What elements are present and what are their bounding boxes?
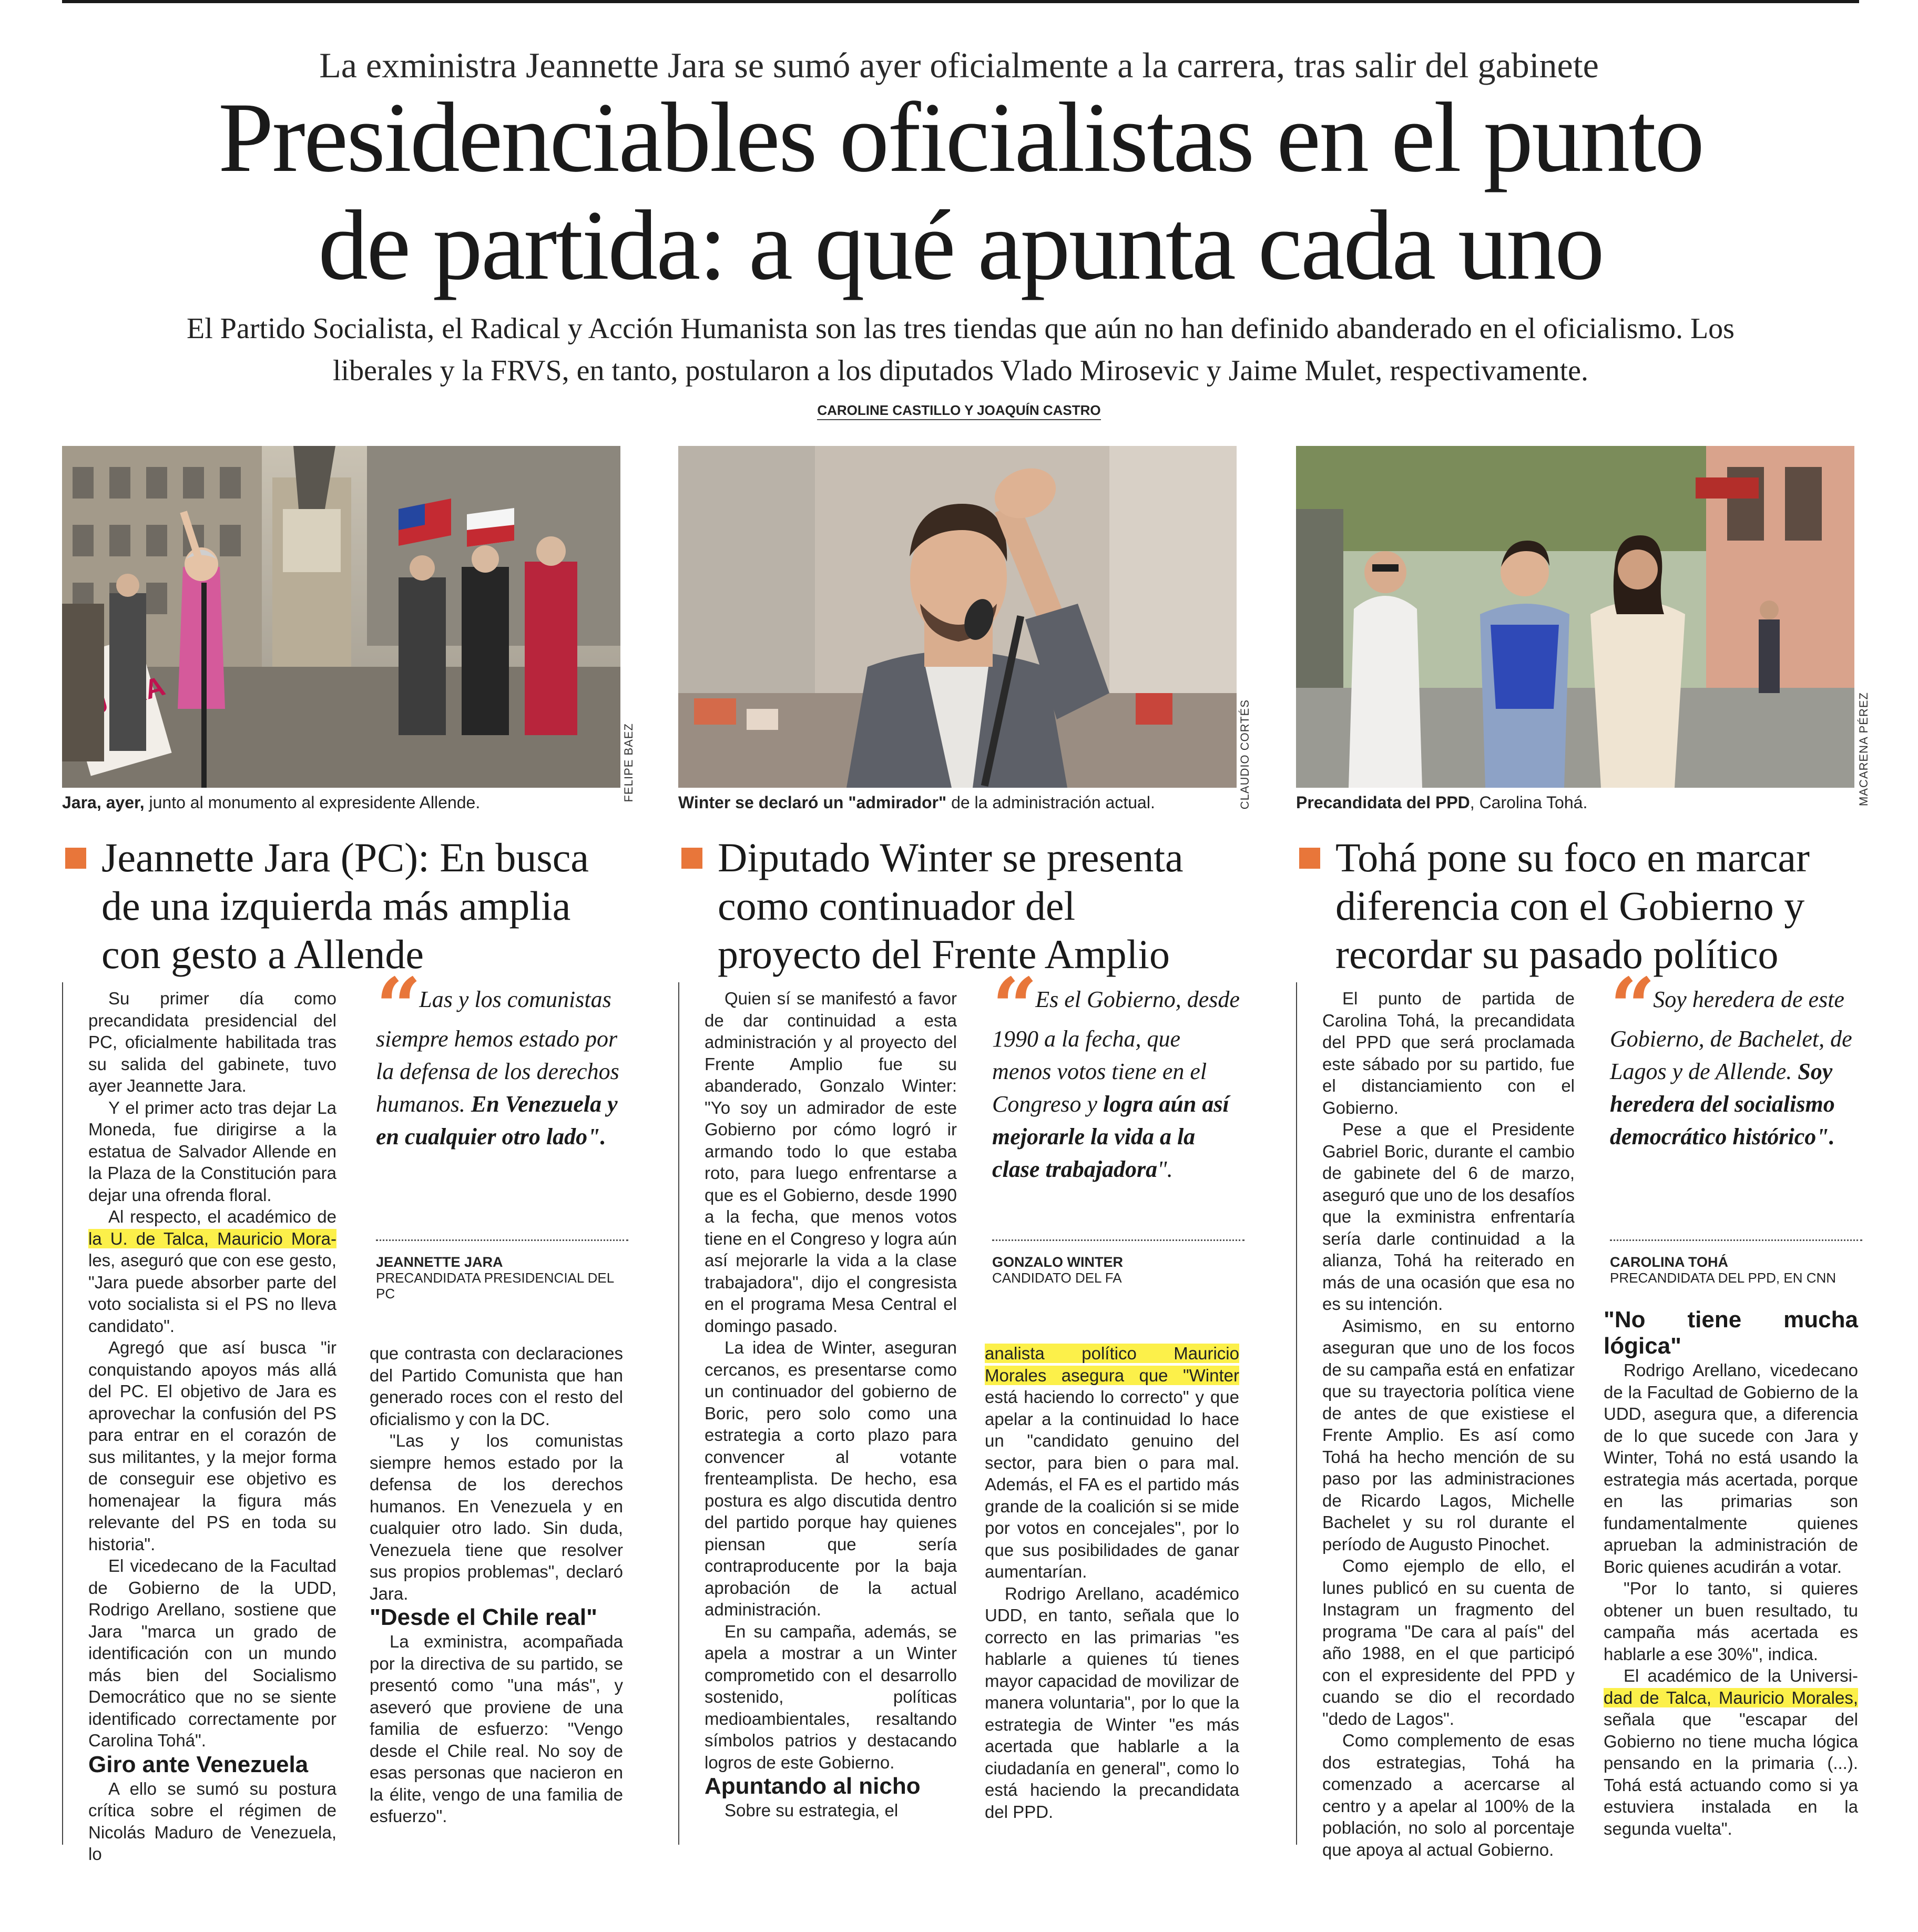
toha-column-2: "No tiene mucha lógica" Rodrigo Arellano, vicedecano de la Facultad de Gobierno de la UDD, asegura que, a diferencia de lo que sucede con Jara y Winter, Tohá no está usando la estrategia más acertada, porque en las primarias son fundamentalmente quienes aprueban la administración de Boric quienes acudirán a votar. "Por lo tanto, si quieres obtener un buen resultado, tu campaña más acertada es hablarle a ese 30%", indica. El académico de la Universi-dad de Talca, Mauricio Morales, señala que "escapar del Gobierno no tiene mucha lógica pensando en la primaria (...). Tohá está actuando como si ya estuviera instalada en la segunda vuelta". [1604, 1307, 1858, 1838]
winter-column-1: Quien sí se manifestó a favor de dar continuidad a esta administración y al proyecto del Frente Amplio fue su abanderado, Gonzalo Winter: "Yo soy un admirador de este Gobierno por cómo logró ir armando todo lo que estaba roto, para luego enfrentarse a que es el Gobierno, desde 1990 a la fecha, que menos votos tiene en el Congreso y logra aún así mejorarle la vida a la clase trabajadora", dijo el congresista en el programa Mesa Central el domingo pasado. La idea de Winter, aseguran cercanos, es presentarse como un continuador del gobierno de Boric, pero solo como una estrategia a corto plazo para convencer al votante frenteamplista. De hecho, esa postura es algo discutida dentro del partido porque hay quienes piensan que sería contraproducente por la baja aprobación de la actual administración. En su campaña, además, se apela a mostrar a un Winter comprometido con el desarrollo sostenido, políticas medioambientales, resaltando símbolos patrios y destacando logros de este Gobierno. Apuntando al nicho Sobre su estrategia, el [705, 989, 957, 1820]
toha-column-1: El punto de partida de Carolina Tohá, la precandidata del PPD que será proclamada este sábado por su partido, fue el distanciamiento con el Gobierno. Pese a que el Presidente Gabriel Boric, durante el cambio de gabinete del 6 de marzo, aseguró que uno de los desafíos que la exministra enfrentaría sería darle continuidad a la alianza, Tohá ha reiterado en más de una ocasión que esa no es su intención. Asimismo, en su entorno aseguran que uno de los focos de su campaña está en enfatizar que su trayectoria política viene de antes de que existiese el Frente Amplio. Es así como Tohá ha hecho mención de su paso por las administraciones de Ricardo Lagos, Michelle Bachelet y su rol durante el período de Augusto Pinochet. Como ejemplo de ello, el lunes publicó en su cuenta de Instagram un fragmento del programa "De cara al país" del año 1988, en el que participó con el expresidente del PPD y cuando se dio el recordado "dedo de Lagos". Como complemento de esas dos estrategias, Tohá ha comenzado a acercarse al centro y a apelar al 100% de la población, no solo al porcentaje que apoya al actual Gobierno. [1322, 989, 1575, 1859]
column-rule [62, 982, 63, 1845]
highlight: analista político Mauricio Morales asegura que "Winter [985, 1344, 1239, 1385]
photo-credit-jara: FELIPE BAEZ [622, 723, 635, 802]
subheading: Giro ante Venezuela [88, 1751, 309, 1777]
quote-attribution-winter: GONZALO WINTER CANDIDATO DEL FA [992, 1254, 1123, 1286]
byline: CAROLINE CASTILLO Y JOAQUÍN CASTRO [0, 402, 1918, 419]
quote-attribution-toha: CAROLINA TOHÁ PRECANDIDATA DEL PPD, EN CNN [1610, 1254, 1837, 1286]
quote-separator [1610, 1239, 1862, 1241]
section-marker-toha [1299, 848, 1320, 869]
pull-quote-jara: “ Las y los comunistas siempre hemos estado por la defensa de los derechos humanos. En Venezuela y en cualquier otro lado". [376, 961, 619, 1150]
headline-line-1: Presidenciables oficialistas en el punto [218, 83, 1703, 193]
photo-winter [678, 446, 1237, 788]
quote-attribution-jara: JEANNETTE JARA PRECANDIDATA PRESIDENCIAL DEL PC [376, 1254, 614, 1301]
top-rule [62, 0, 1859, 3]
caption-winter: Winter se declaró un "admirador" de la administración actual. [678, 793, 1155, 812]
section-title-jara: Jeannette Jara (PC): En busca de una izquierda más amplia con gesto a Allende [101, 835, 589, 977]
dek-line-2: liberales y la FRVS, en tanto, postularon a los diputados Vlado Mirosevic y Jaime Mulet, respectivamente. [332, 354, 1588, 387]
winter-column-2: analista político Mauricio Morales asegura que "Winter está haciendo lo correcto" y que apelar a la continuidad lo hace un "candidato genuino del sector, para bien o para mal. Además, el FA es el partido más grande de la coalición si se mide por votos en concejales", por lo que sus posibilidades de ganar aumentarían. Rodrigo Arellano, académico UDD, en tanto, señala que lo correcto en las primarias "es hablarle a quienes tú tienes mayor capacidad de movilizar de manera voluntaria", por lo que la estrategia de Winter "es más acertada que hablarle a la ciudadanía en general", como lo está haciendo la precandidata del PPD. [985, 1344, 1239, 1822]
photo-jara [62, 446, 620, 788]
section-marker-winter [681, 848, 702, 869]
subheading: "No tiene mucha lógica" [1604, 1307, 1858, 1359]
section-title-winter: Diputado Winter se presenta como continuador del proyecto del Frente Amplio [718, 835, 1184, 977]
quote-separator [992, 1239, 1244, 1241]
headline-line-2: de partida: a qué apunta cada uno [318, 190, 1603, 301]
dek [62, 308, 1859, 392]
photo-toha [1296, 446, 1854, 788]
quote-mark-icon: “ [376, 961, 414, 1053]
highlight: dad de Talca, Mauricio Morales, [1604, 1687, 1858, 1707]
photo-credit-winter: CLAUDIO CORTÉS [1238, 699, 1251, 810]
photo-credit-toha: MACARENA PÉREZ [1857, 692, 1870, 806]
subheading: Apuntando al nicho [705, 1773, 921, 1799]
dek-line-1: El Partido Socialista, el Radical y Acción Humanista son las tres tiendas que aún no han definido abanderado en el oficialismo. Los [187, 312, 1735, 345]
pull-quote-toha: “ Soy heredera de este Gobierno, de Bachelet, de Lagos y de Allende. Soy heredera del socialismo democrático histórico". [1610, 961, 1852, 1150]
column-rule [678, 982, 679, 1845]
kicker: La exministra Jeannette Jara se sumó ayer oficialmente a la carrera, tras salir del gabinete [319, 45, 1599, 85]
jara-column-1: Su primer día como precandidata presidencial del PC, oficialmente habilitada tras su salida del gabinete, tuvo ayer Jeannette Jara. Y el primer acto tras dejar La Moneda, fue dirigirse a la estatua de Salvador Allende en la Plaza de la Constitución para dejar una ofrenda floral. Al respecto, el académico de la U. de Talca, Mauricio Mora-les, aseguró que con ese gesto, "Jara puede absorber parte del voto socialista si el PS no lleva candidato". Agregó que así busca "ir conquistando apoyos más allá del PC. El objetivo de Jara es aprovechar la confusión del PS para entrar en el corazón de sus militantes, y la mejor forma de conseguir ese objetivo es homenajear la figura más relevante del PS en toda su historia". El vicedecano de la Facultad de Gobierno de la UDD, Rodrigo Arellano, sostiene que Jara "marca un grado de identificación con un mundo más bien del Socialismo Democrático que no se siente identificado correctamente por Carolina Tohá". Giro ante Venezuela A ello se sumó su postura crítica sobre el régimen de Nicolás Maduro de Venezuela, lo [88, 989, 336, 1864]
quote-separator [376, 1239, 628, 1241]
jara-column-2: que contrasta con declaraciones del Partido Comunista que han generado roces con el resto del oficialismo y con la DC. "Las y los comunistas siempre hemos estado por la defensa de los derechos humanos. En Venezuela y en cualquier otro lado. Sin duda, Venezuela tiene que resolver sus propios problemas", declaró Jara. "Desde el Chile real" La exministra, acompañada por la directiva de su partido, se presentó como "una más", y aseveró que proviene de una familia de esfuerzo: "Vengo desde el Chile real. No soy de esas personas que nacieron en la élite, vengo de una familia de esfuerzo". [370, 1344, 623, 1826]
section-marker-jara [65, 848, 86, 869]
caption-toha: Precandidata del PPD, Carolina Tohá. [1296, 793, 1588, 812]
subheading: "Desde el Chile real" [370, 1604, 598, 1630]
caption-jara: Jara, ayer, junto al monumento al expresidente Allende. [62, 793, 481, 812]
highlight: la U. de Talca, Mauricio Mora- [88, 1228, 336, 1248]
quote-mark-icon: “ [992, 961, 1031, 1053]
pull-quote-winter: “ Es el Gobierno, desde 1990 a la fecha, que menos votos tiene en el Congreso y logra aún así mejorarle la vida a la clase trabajadora". [992, 961, 1240, 1182]
column-rule [1296, 982, 1297, 1845]
quote-mark-icon: “ [1610, 961, 1648, 1053]
section-title-toha: Tohá pone su foco en marcar diferencia con el Gobierno y recordar su pasado político [1335, 835, 1810, 977]
page-title [62, 84, 1859, 300]
